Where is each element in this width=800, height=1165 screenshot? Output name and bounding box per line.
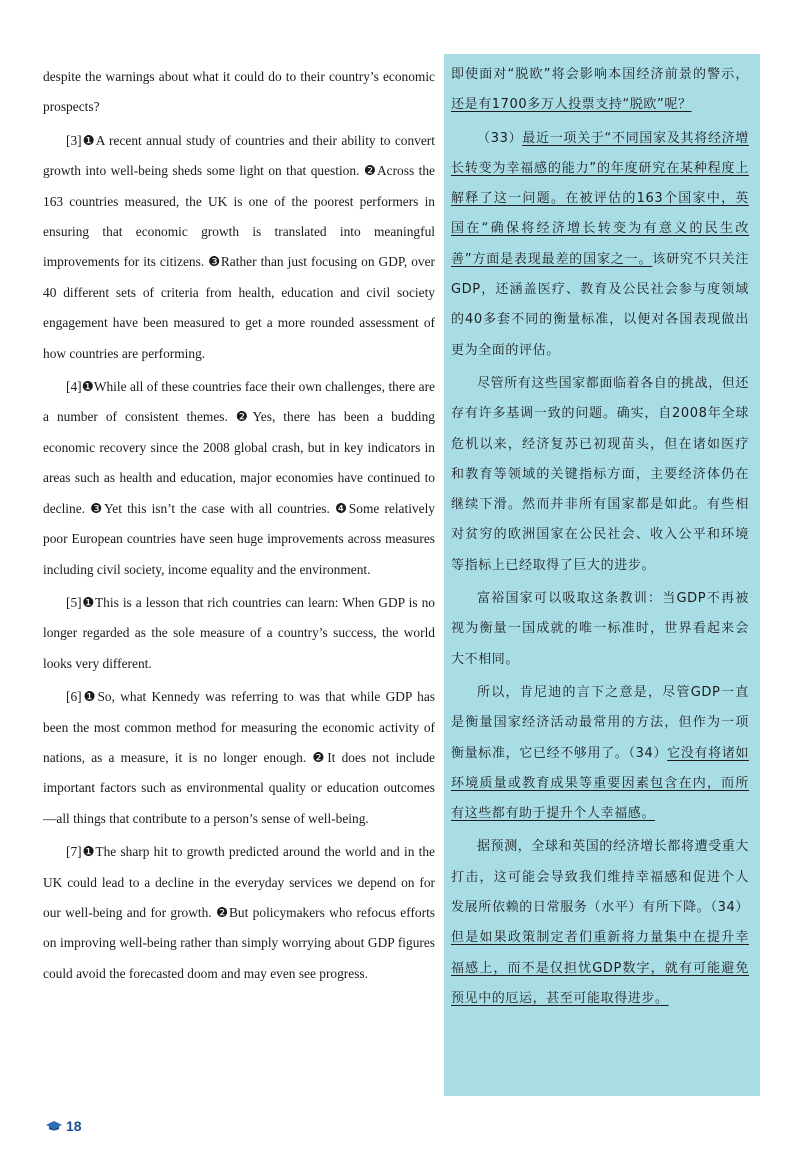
question-label-34b: （34）	[710, 900, 749, 916]
translation-underlined: 它没有将诸如环境质量或教育成果等重要因素包含在内，而所有这些都有助于提升个人幸福感。	[451, 745, 749, 822]
translation-paragraph-7	[451, 832, 749, 1014]
translation-underlined: 最近一项关于“不同国家及其将经济增长转变为幸福感的能力”的年度研究在某种程度上解释了这一问题。	[451, 130, 749, 207]
question-label-34: （34）	[628, 745, 668, 761]
translation-text: 据预测，全球和英国的经济增长都将遭受重大打击，这可能会导致我们维持幸福感和促进个人发展所依赖的日常服务（水平）有所下降。	[451, 839, 750, 916]
translation-underlined: 在被评估的163个国家中，英国在“确保将经济增长转变为有意义的民生改善”方面是表现最差的国家之一。	[451, 191, 749, 267]
translation-underlined: 但是如果政策制定者们重新将力量集中在提升幸福感上，而不是仅担忧GDP数字，就有可能避免预见中的厄运，甚至可能取得进步。	[451, 930, 749, 1006]
translation-panel	[444, 54, 760, 1096]
paragraph-4: [4]❶While all of these countries face their own challenges, there are a number of consistent themes. ❷Yes, there has been a budding economic recovery since the 2008 global crash, but in key indicators in areas such as health and education, major economies have continued to decline. ❸Yet this isn’t the case with all countries. ❹Some relatively poor European countries have seen huge improvements across measures including civil society, income equality and the environment.	[43, 379, 435, 577]
paragraph-5: [5]❶This is a lesson that rich countries can learn: When GDP is no longer regarded as the sole measure of a country’s success, the world looks very different.	[43, 594, 435, 671]
translation-text	[451, 60, 749, 1014]
paragraph-6: [6]❶So, what Kennedy was referring to was that while GDP has been the most common method for measuring the economic activity of nations, as a measure, it is no longer enough. ❷It does not include important factors such as environmental quality or education outcomes—all things that contribute to a person’s sense of well-being.	[43, 689, 435, 826]
translation-paragraph-6	[451, 678, 749, 829]
page-number: 18	[66, 1118, 82, 1134]
graduation-cap-icon	[46, 1121, 62, 1131]
translation-paragraph-3	[451, 124, 749, 366]
translation-underlined: 还是有1700多万人投票支持“脱欧”呢？	[451, 97, 692, 113]
translation-text: 所以，肯尼迪的言下之意是，尽管GDP一直是衡量国家经济活动最常用的方法，但作为一项衡量标准，它已经不够用了。	[451, 684, 749, 761]
english-column	[43, 62, 435, 989]
question-label-33: （33）	[477, 130, 523, 146]
translation-text-a: 即使面对“脱欧”将会影响本国经济前景的警示，	[451, 67, 749, 82]
paragraph-7: [7]❶The sharp hit to growth predicted around the world and in the UK could lead to a decline in the everyday services we depend on for our well-being and for growth. ❷But policymakers who refocus efforts on improving well-being rather than simply worrying about GDP figures could avoid the forecasted doom and may even see progress.	[43, 844, 435, 981]
paragraph-3: [3]❶A recent annual study of countries and their ability to convert growth into well-being sheds some light on that question. ❷Across the 163 countries measured, the UK is one of the poorest performers in ensuring that economic growth is translated into meaningful improvements for its citizens. ❸Rather than just focusing on GDP, over 40 different sets of criteria from health, education and civil society engagement have been measured to get a more rounded assessment of how countries are performing.	[43, 132, 435, 361]
translation-paragraph-4: 尽管所有这些国家都面临着各自的挑战，但还存有许多基调一致的问题。确实，自2008年全球危机以来，经济复苏已初现苗头，但在诸如医疗和教育等领域的关键指标方面，主要经济体仍在继续下滑。然而并非所有国家都是如此。有些相对贫穷的欧洲国家在公民社会、收入公平和环境等指标上已经取得了巨大的进步。	[451, 375, 750, 573]
translation-paragraph-5: 富裕国家可以吸取这条教训：当GDP不再被视为衡量一国成就的唯一标准时，世界看起来会大不相同。	[451, 591, 749, 667]
paragraph-continued: despite the warnings about what it could do to their country’s economic prospects?	[43, 69, 435, 115]
translation-paragraph-continued	[451, 60, 749, 121]
page-footer	[46, 1118, 82, 1134]
translation-text: 该研究不只关注GDP，还涵盖医疗、教育及公民社会参与度领域的40多套不同的衡量标准，以便对各国表现做出更为全面的评估。	[451, 251, 749, 358]
